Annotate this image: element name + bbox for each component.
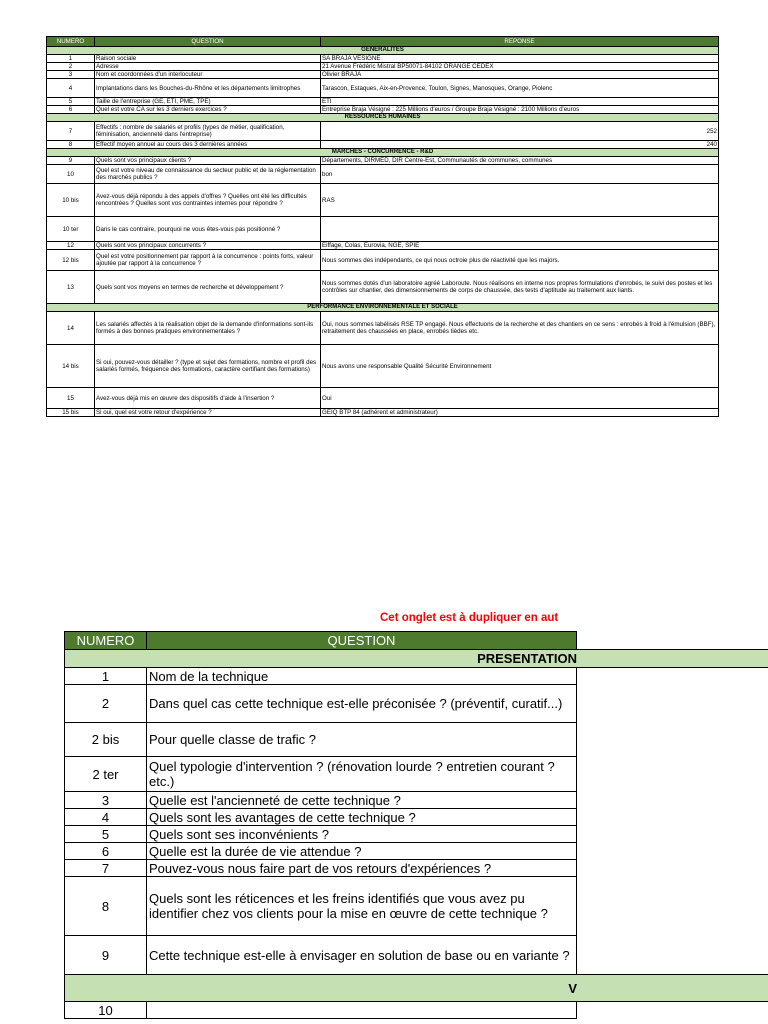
table-body-general [47, 47, 719, 417]
table-row [65, 877, 768, 936]
cell-numero: 12 [47, 242, 95, 250]
cell-question: Dans quel cas cette technique est-elle préconisée ? (préventif, curatif...) [147, 685, 577, 723]
cell-empty [577, 843, 768, 860]
cell-question: Dans le cas contraire, pourquoi ne vous êtes-vous pas positionné ? [95, 217, 321, 242]
table-row [47, 271, 719, 304]
header-question: QUESTION [95, 37, 321, 47]
cell-question: Implantations dans les Bouches-du-Rhône et les départements limitrophes [95, 79, 321, 98]
cell-numero: 10 [65, 1002, 147, 1019]
cell-numero: 1 [65, 668, 147, 685]
cell-empty [577, 1002, 768, 1019]
table-row [65, 792, 768, 809]
section-label: PRESENTATION [477, 651, 577, 666]
cell-reponse: bon [321, 165, 719, 184]
header-question: QUESTION [147, 632, 577, 650]
table-row [47, 184, 719, 217]
cell-numero: 4 [47, 79, 95, 98]
table-row [47, 242, 719, 250]
cell-question: Quels sont vos moyens en termes de recherche et développement ? [95, 271, 321, 304]
cell-question: Quels sont les réticences et les freins identifiés que vous avez pu identifier chez vos clients pour la mise en œuvre de cette technique ? [147, 877, 577, 936]
cell-reponse: Nous sommes dotés d'un laboratoire agréé Laboroute. Nous réalisons en interne nos propres formulations d'enrobés, le suivi des postes et les contrôles sur chantier, des dimensionnements de corps de chaussée, des tests d'aptitude au traitement aux liants. [321, 271, 719, 304]
table-row [47, 71, 719, 79]
cell-question: Taille de l'entreprise (GE, ETI, PME, TPE) [95, 98, 321, 106]
table-row [47, 409, 719, 417]
cell-reponse: 252 [321, 122, 719, 141]
cell-empty [577, 826, 768, 843]
cell-reponse: Eiffage, Colas, Eurovia, NGE, SPIE [321, 242, 719, 250]
cell-empty [577, 809, 768, 826]
section-row [47, 304, 719, 312]
cell-question: Quels sont ses inconvénients ? [147, 826, 577, 843]
cell-question: Si oui, quel est votre retour d'expérience ? [95, 409, 321, 417]
cell-reponse: Nous sommes des indépendants, ce qui nous octroie plus de réactivité que les majors. [321, 250, 719, 271]
cell-reponse: ETI [321, 98, 719, 106]
cell-numero: 7 [47, 122, 95, 141]
table-row [47, 388, 719, 409]
cell-empty [577, 936, 768, 975]
cell-empty [577, 723, 768, 757]
table-row [47, 98, 719, 106]
cell-question: Quels sont les avantages de cette technique ? [147, 809, 577, 826]
cell-numero: 2 [65, 685, 147, 723]
cell-numero: 10 [47, 165, 95, 184]
cell-question: Quel est votre positionnement par rapport à la concurrence : points forts, valeur ajoutée par rapport à la concurrence ? [95, 250, 321, 271]
cell-question: Nom et coordonnées d'un interlocuteur [95, 71, 321, 79]
cell-question: Quelle est la durée de vie attendue ? [147, 843, 577, 860]
section-title: RESSOURCES HUMAINES [47, 114, 719, 122]
table-row [47, 79, 719, 98]
cell-numero: 7 [65, 860, 147, 877]
table-row [47, 55, 719, 63]
cell-question: Pouvez-vous nous faire part de vos retours d'expériences ? [147, 860, 577, 877]
cell-question: Quels sont vos principaux clients ? [95, 157, 321, 165]
cell-reponse: RAS [321, 184, 719, 217]
header-reponse: REPONSE [321, 37, 719, 47]
table-row [65, 1002, 768, 1019]
cell-numero: 5 [65, 826, 147, 843]
cell-reponse: 21 Avenue Frédéric Mistral BP50071-84102 ORANGE CEDEX [321, 63, 719, 71]
header-row [47, 37, 719, 47]
cell-question: Effectif moyen annuel au cours des 3 dernières années [95, 141, 321, 149]
cell-reponse: SA BRAJA VESIGNE [321, 55, 719, 63]
cell-numero: 2 [47, 63, 95, 71]
section-row [65, 975, 768, 1002]
cell-numero: 9 [47, 157, 95, 165]
cell-numero: 10 ter [47, 217, 95, 242]
table-row [47, 122, 719, 141]
cell-empty [577, 792, 768, 809]
cell-reponse [321, 217, 719, 242]
table-row [65, 936, 768, 975]
cell-numero: 15 [47, 388, 95, 409]
cell-empty [577, 877, 768, 936]
section-row [47, 47, 719, 55]
cell-question: Avez-vous déjà mis en œuvre des dispositifs d'aide à l'insertion ? [95, 388, 321, 409]
section-title: MARCHES - CONCURRENCE - R&D [47, 149, 719, 157]
cell-reponse: Tarascon, Estaques, Aix-en-Provence, Toulon, Signes, Manosques, Orange, Piolenc [321, 79, 719, 98]
table-row [47, 250, 719, 271]
cell-reponse: GEIQ BTP 84 (adhérent et administrateur) [321, 409, 719, 417]
cell-reponse: Départements, DIRMED, DIR Centre-Est, Communautés de communes, communes [321, 157, 719, 165]
cell-numero: 2 bis [65, 723, 147, 757]
table-row [65, 826, 768, 843]
cell-numero: 3 [65, 792, 147, 809]
table-row [47, 345, 719, 388]
table-row [47, 63, 719, 71]
cell-numero: 6 [47, 106, 95, 114]
cell-reponse: Nous avons une responsable Qualité Sécurité Environnement [321, 345, 719, 388]
cell-question: Quel typologie d'intervention ? (rénovation lourde ? entretien courant ? etc.) [147, 757, 577, 792]
cell-numero: 9 [65, 936, 147, 975]
table-row [65, 843, 768, 860]
header-extra [577, 632, 768, 650]
table-row [47, 141, 719, 149]
cell-question: Si oui, pouvez-vous détailler ? (type et sujet des formations, nombre et profil des salariés formés, fréquence des formations, caractère certifiant des formations) [95, 345, 321, 388]
cell-numero: 6 [65, 843, 147, 860]
cell-reponse: Oui, nous sommes labélisés RSE TP engagé. Nous effectuons de la recherche et des chantiers en ce sens : enrobés à froid à l'émulsion (BBF), retraitement des chaussées en place, enrobés tièdes etc. [321, 312, 719, 345]
duplicate-tab-note: Cet onglet est à dupliquer en aut [380, 612, 559, 624]
section-title [65, 975, 768, 1002]
cell-numero: 8 [47, 141, 95, 149]
cell-reponse: Olivier BRAJA [321, 71, 719, 79]
table-row [47, 312, 719, 345]
section-row [47, 114, 719, 122]
questionnaire-table-general [46, 36, 719, 417]
table-row [65, 685, 768, 723]
cell-question: Quels sont vos principaux concurrents ? [95, 242, 321, 250]
cell-numero: 15 bis [47, 409, 95, 417]
section-row [47, 149, 719, 157]
technique-sheet-viewport [64, 631, 768, 1024]
cell-numero: 1 [47, 55, 95, 63]
section-row [65, 650, 768, 668]
cell-question: Nom de la technique [147, 668, 577, 685]
header-numero: NUMERO [65, 632, 147, 650]
cell-numero: 13 [47, 271, 95, 304]
cell-question: Quel est votre niveau de connaissance du secteur public et de la réglementation des marchés publics ? [95, 165, 321, 184]
table-row [47, 165, 719, 184]
cell-empty [577, 685, 768, 723]
cell-reponse: Entreprise Braja Vésigné : 225 Millions d'euros / Groupe Braja Vésigné : 2100 Millions d'euros [321, 106, 719, 114]
table-row [47, 217, 719, 242]
cell-question: Cette technique est-elle à envisager en solution de base ou en variante ? [147, 936, 577, 975]
table-body-technique [65, 650, 768, 1019]
table-row [65, 668, 768, 685]
cell-question: Les salariés affectés à la réalisation objet de la demande d'informations sont-ils formés à des bonnes pratiques environnementales ? [95, 312, 321, 345]
section-title: PERFORMANCE ENVIRONNEMENTALE ET SOCIALE [47, 304, 719, 312]
cell-question: Effectifs : nombre de salariés et profils (types de métier, qualification, féminisation, ancienneté dans l'entreprise) [95, 122, 321, 141]
section-title [65, 650, 768, 668]
cell-numero: 14 bis [47, 345, 95, 388]
section-title: GENERALITES [47, 47, 719, 55]
cell-numero: 10 bis [47, 184, 95, 217]
cell-empty [577, 860, 768, 877]
cell-empty [577, 668, 768, 685]
section-label: V [568, 980, 577, 996]
questionnaire-table-technique [64, 631, 768, 1019]
cell-question: Quel est votre CA sur les 3 derniers exercices ? [95, 106, 321, 114]
cell-question: Pour quelle classe de trafic ? [147, 723, 577, 757]
cell-numero: 3 [47, 71, 95, 79]
cell-empty [577, 757, 768, 792]
header-row [65, 632, 768, 650]
cell-question: Avez-vous déjà répondu à des appels d'offres ? Quelles ont été les difficultés rencontrées ? Quelles sont vos contraintes internes pour répondre ? [95, 184, 321, 217]
cell-numero: 5 [47, 98, 95, 106]
cell-question: Quelle est l'ancienneté de cette technique ? [147, 792, 577, 809]
cell-reponse: 240 [321, 141, 719, 149]
cell-reponse: Oui [321, 388, 719, 409]
cell-question: Raison sociale [95, 55, 321, 63]
table-row [65, 860, 768, 877]
cell-numero: 12 bis [47, 250, 95, 271]
table-row [65, 809, 768, 826]
table-row [47, 157, 719, 165]
header-numero: NUMERO [47, 37, 95, 47]
cell-numero: 2 ter [65, 757, 147, 792]
table-row [47, 106, 719, 114]
cell-numero: 4 [65, 809, 147, 826]
table-row [65, 723, 768, 757]
cell-question: Adresse [95, 63, 321, 71]
cell-question [147, 1002, 577, 1019]
cell-numero: 8 [65, 877, 147, 936]
cell-numero: 14 [47, 312, 95, 345]
table-row [65, 757, 768, 792]
